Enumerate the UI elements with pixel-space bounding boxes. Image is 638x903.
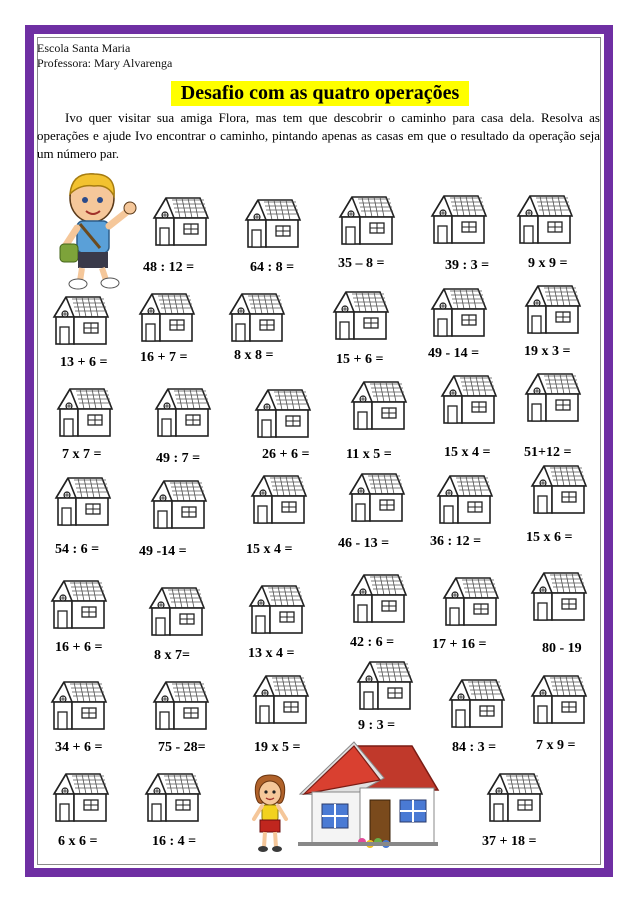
house-icon[interactable] <box>50 293 110 347</box>
operation-label: 17 + 16 = <box>432 637 487 652</box>
house-icon[interactable] <box>152 385 212 439</box>
house-icon[interactable] <box>226 290 286 344</box>
operation-label: 34 + 6 = <box>55 740 103 755</box>
operation-label: 6 x 6 = <box>58 834 98 849</box>
house-icon[interactable] <box>522 282 582 336</box>
house-icon[interactable] <box>528 462 588 516</box>
teacher-name: Professora: Mary Alvarenga <box>37 56 173 70</box>
house-icon[interactable] <box>146 584 206 638</box>
house-icon[interactable] <box>528 672 588 726</box>
operation-label: 42 : 6 = <box>350 635 395 650</box>
house-icon[interactable] <box>522 370 582 424</box>
operation-label: 16 + 7 = <box>140 350 188 365</box>
operation-label: 15 x 6 = <box>526 530 573 545</box>
operation-label: 15 x 4 = <box>444 445 491 460</box>
house-icon[interactable] <box>514 192 574 246</box>
operation-label: 19 x 3 = <box>524 344 571 359</box>
operation-label: 7 x 9 = <box>536 738 576 753</box>
house-icon[interactable] <box>148 477 208 531</box>
house-icon[interactable] <box>250 672 310 726</box>
operation-label: 49 : 7 = <box>156 451 201 466</box>
operation-label: 37 + 18 = <box>482 834 537 849</box>
operation-label: 75 - 28= <box>158 740 206 755</box>
house-icon[interactable] <box>336 193 396 247</box>
house-icon[interactable] <box>52 474 112 528</box>
operation-label: 19 x 5 = <box>254 740 301 755</box>
operation-label: 36 : 12 = <box>430 534 482 549</box>
house-icon[interactable] <box>528 569 588 623</box>
operation-label: 16 : 4 = <box>152 834 197 849</box>
house-icon[interactable] <box>330 288 390 342</box>
house-icon[interactable] <box>354 658 414 712</box>
operation-label: 15 x 4 = <box>246 542 293 557</box>
operation-label: 64 : 8 = <box>250 260 295 275</box>
operation-label: 8 x 7= <box>154 648 190 663</box>
operation-label: 49 -14 = <box>139 544 187 559</box>
operation-label: 48 : 12 = <box>143 260 195 275</box>
house-icon[interactable] <box>48 577 108 631</box>
house-icon[interactable] <box>150 194 210 248</box>
operation-label: 8 x 8 = <box>234 348 274 363</box>
school-name: Escola Santa Maria <box>37 41 131 55</box>
house-icon[interactable] <box>252 386 312 440</box>
house-icon[interactable] <box>242 196 302 250</box>
operation-label: 11 x 5 = <box>346 447 392 462</box>
boy-character-icon <box>50 166 140 291</box>
house-icon[interactable] <box>484 770 544 824</box>
house-icon[interactable] <box>136 290 196 344</box>
operation-label: 13 + 6 = <box>60 355 108 370</box>
house-icon[interactable] <box>48 678 108 732</box>
worksheet-title: Desafio com as quatro operações <box>171 81 469 106</box>
operation-label: 13 x 4 = <box>248 646 295 661</box>
operation-label: 39 : 3 = <box>445 258 490 273</box>
house-icon[interactable] <box>348 571 408 625</box>
operation-label: 49 - 14 = <box>428 346 480 361</box>
colored-house-icon <box>292 738 444 853</box>
house-icon[interactable] <box>150 678 210 732</box>
house-icon[interactable] <box>246 582 306 636</box>
house-icon[interactable] <box>428 192 488 246</box>
house-icon[interactable] <box>446 676 506 730</box>
girl-character-icon <box>248 773 292 853</box>
house-icon[interactable] <box>54 385 114 439</box>
operation-label: 84 : 3 = <box>452 740 497 755</box>
house-icon[interactable] <box>248 472 308 526</box>
house-icon[interactable] <box>440 574 500 628</box>
operation-label: 26 + 6 = <box>262 447 310 462</box>
operation-label: 9 : 3 = <box>358 718 396 733</box>
operation-label: 15 + 6 = <box>336 352 384 367</box>
operation-label: 51+12 = <box>524 445 572 460</box>
operation-label: 7 x 7 = <box>62 447 102 462</box>
instructions-text: Ivo quer visitar sua amiga Flora, mas tem que descobrir o caminho para casa dela. Resolva as operações e ajude Ivo encontrar o caminho, pintando apenas as casas em que o resultado da operação seja um número par. <box>37 110 600 161</box>
house-icon[interactable] <box>346 470 406 524</box>
operation-label: 9 x 9 = <box>528 256 568 271</box>
operation-label: 80 - 19 <box>542 641 582 656</box>
operation-label: 46 - 13 = <box>338 536 390 551</box>
house-icon[interactable] <box>50 770 110 824</box>
house-icon[interactable] <box>348 378 408 432</box>
house-icon[interactable] <box>142 770 202 824</box>
operation-label: 16 + 6 = <box>55 640 103 655</box>
house-icon[interactable] <box>428 285 488 339</box>
house-icon[interactable] <box>434 472 494 526</box>
house-icon[interactable] <box>438 372 498 426</box>
operation-label: 35 – 8 = <box>338 256 385 271</box>
operation-label: 54 : 6 = <box>55 542 100 557</box>
